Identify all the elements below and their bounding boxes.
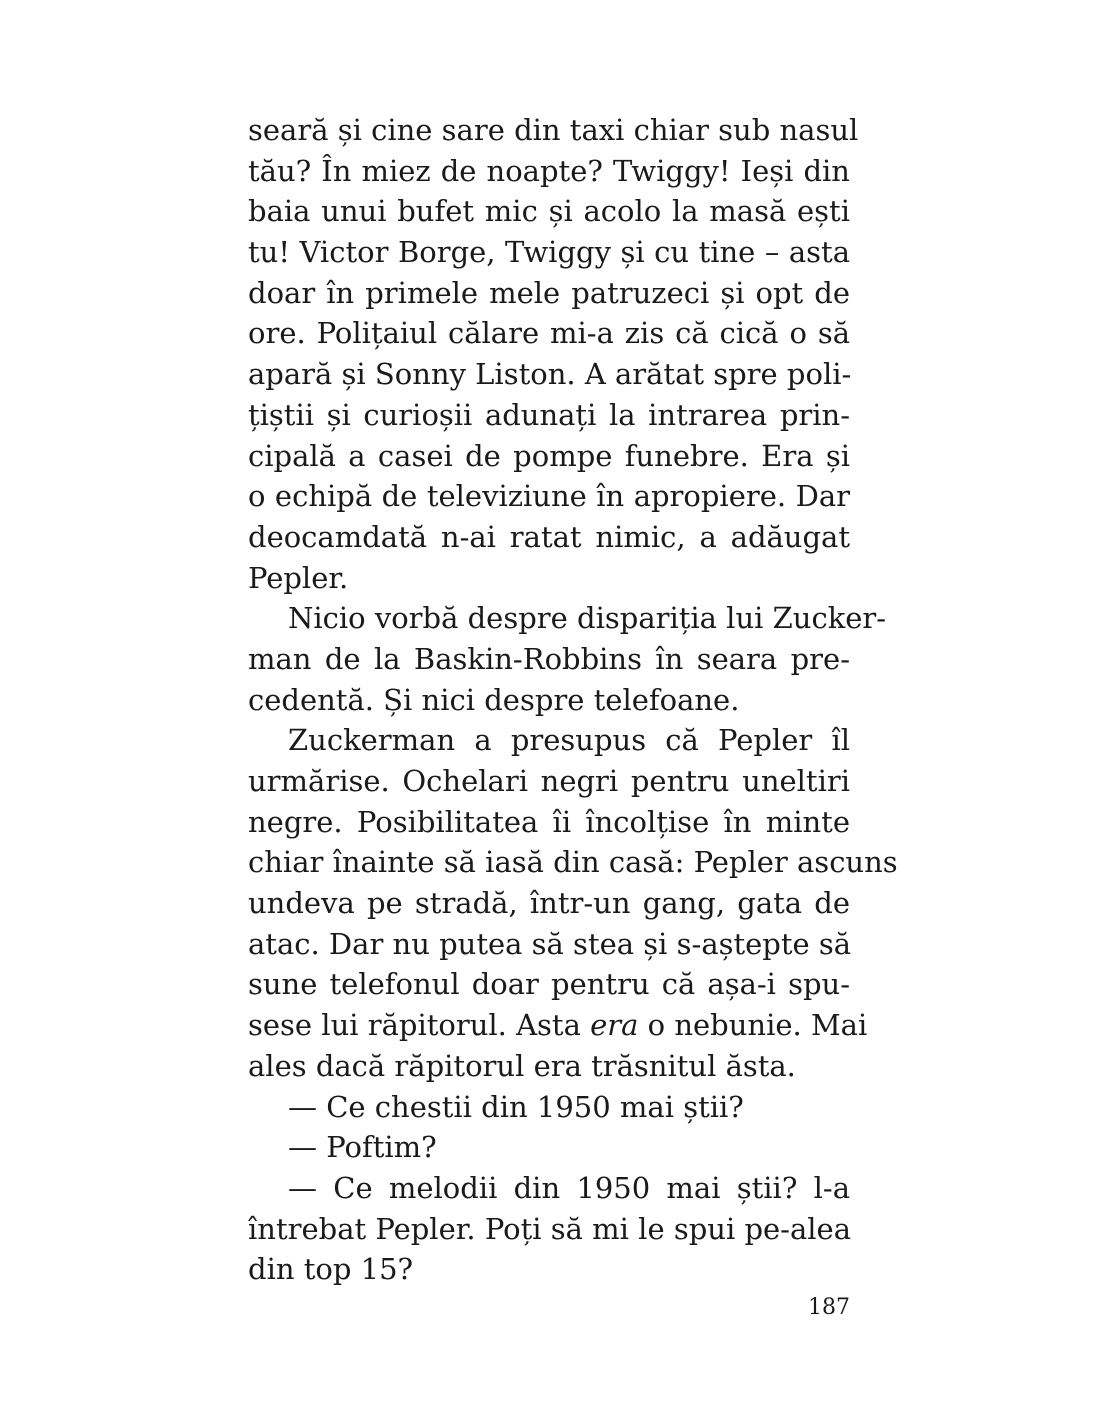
text-line: baia unui bufet mic și acolo la masă ești [248, 194, 850, 229]
text-line: cedentă. Și nici despre telefoane. [248, 682, 740, 717]
text-fragment: sese lui răpitorul. Asta [248, 1008, 591, 1043]
text-line: urmărise. Ochelari negri pentru uneltiri [248, 764, 850, 798]
text-line: — Ce melodii din 1950 mai știi? l-a [288, 1170, 850, 1205]
text-line: Pepler. [248, 560, 349, 595]
text-line: Nicio vorbă despre dispariția lui Zucker- [288, 601, 887, 636]
text-line: întrebat Pepler. Poți să mi le spui pe-alea [248, 1211, 851, 1246]
text-line: seară și cine sare din taxi chiar sub nasul [248, 113, 859, 147]
text-line: cipală a casei de pompe funebre. Era și [248, 438, 850, 473]
text-line: apară și Sonny Liston. A arătat spre poli- [248, 357, 852, 392]
text-line: chiar înainte să iasă din casă: Pepler ascuns [248, 845, 898, 880]
text-line: țiștii și curioșii adunați la intrarea prin- [248, 397, 850, 432]
text-line: doar în primele mele patruzeci și opt de [248, 275, 850, 310]
text-line: ales dacă răpitorul era trăsnitul ăsta. [248, 1048, 796, 1083]
text-line: atac. Dar nu putea să stea și s-aștepte să [248, 926, 852, 961]
text-line: — Ce chestii din 1950 mai știi? [288, 1089, 744, 1124]
italic-word: era [590, 1008, 639, 1043]
page-number: 187 [808, 1295, 850, 1320]
text-line: tu! Victor Borge, Twiggy și cu tine – asta [248, 235, 850, 270]
text-line: undeva pe stradă, într-un gang, gata de [248, 886, 850, 921]
text-line: deocamdată n-ai ratat nimic, a adăugat [248, 519, 850, 554]
text-line: Zuckerman a presupus că Pepler îl [288, 723, 850, 758]
text-line [248, 1005, 868, 1046]
text-line: o echipă de televiziune în apropiere. Dar [248, 479, 850, 514]
text-line: negre. Posibilitatea îi încolțise în minte [248, 804, 850, 839]
body-text [248, 110, 898, 1290]
text-line: tău? În miez de noapte? Twiggy! Ieși din [248, 153, 850, 188]
text-line: din top 15? [248, 1252, 414, 1287]
text-line: ore. Polițaiul călare mi-a zis că cică o să [248, 316, 850, 351]
text-fragment: o nebunie. Mai [638, 1008, 868, 1043]
text-line: — Poftim? [288, 1130, 437, 1165]
text-line: man de la Baskin-Robbins în seara pre- [248, 641, 850, 676]
text-line: sune telefonul doar pentru că așa-i spu- [248, 967, 850, 1002]
